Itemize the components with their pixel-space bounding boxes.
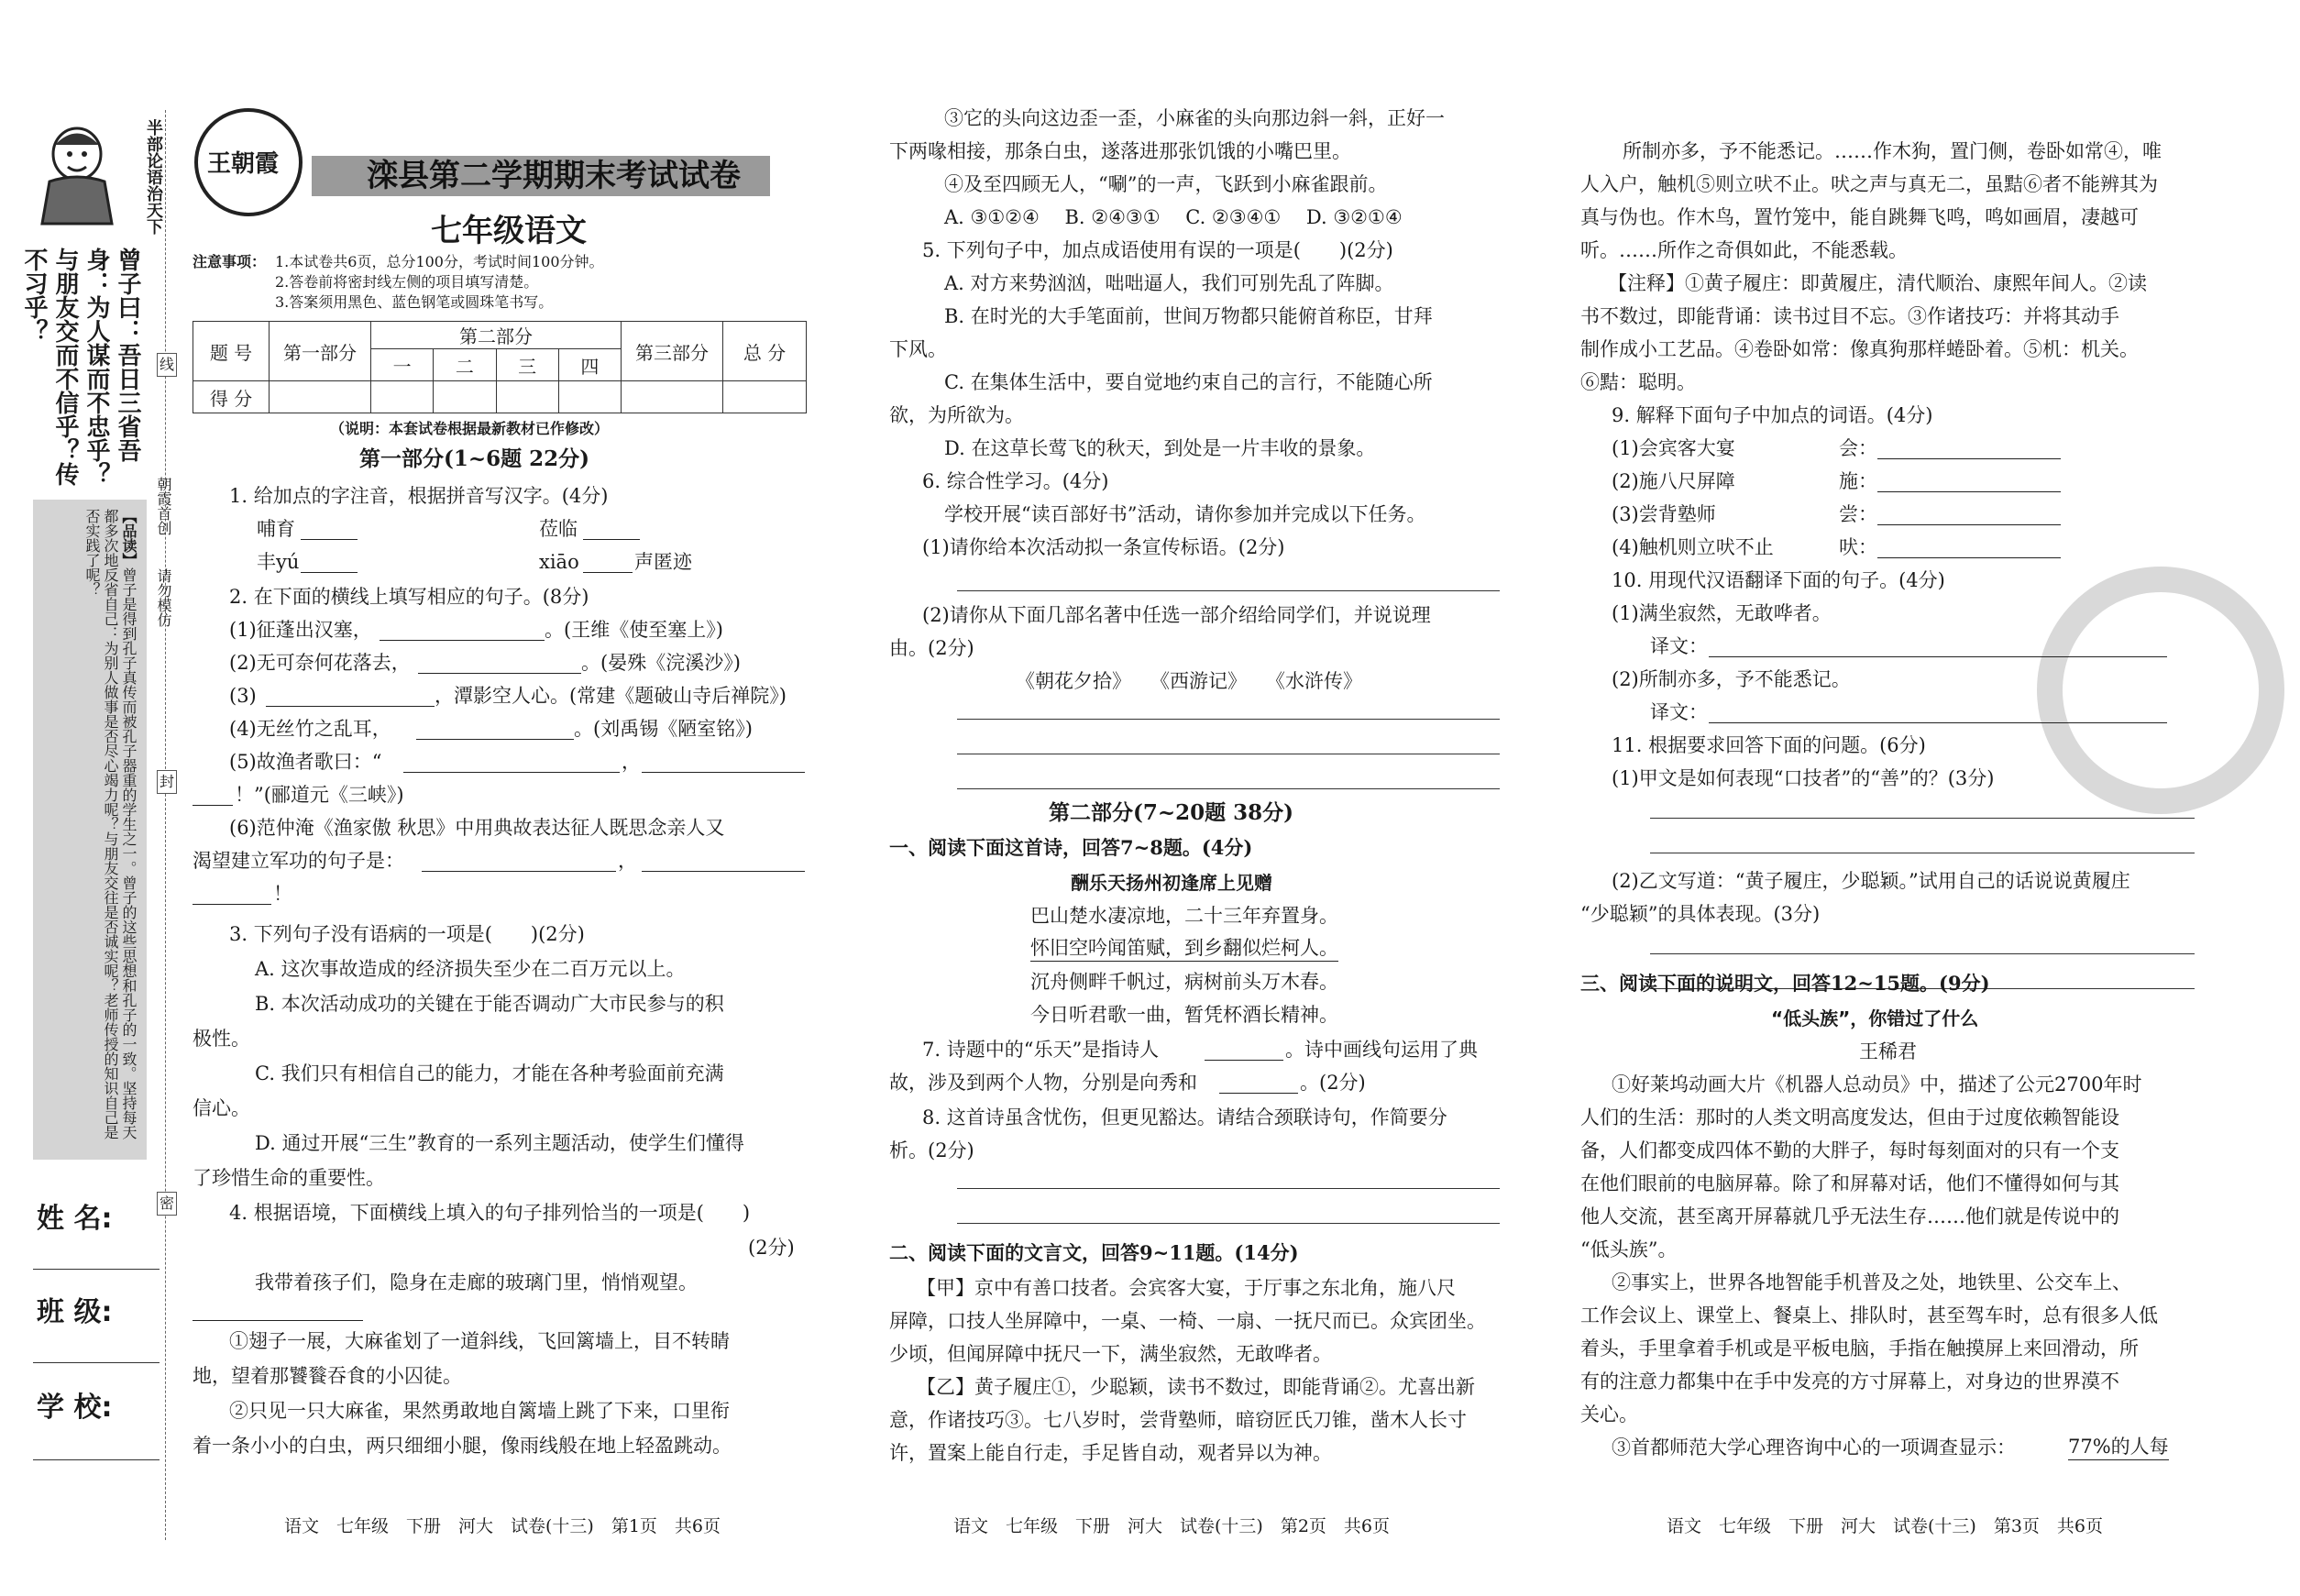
logo-badge xyxy=(194,108,303,216)
text-jia-1: 【甲】京中有善口技者。会宾客大宴，于厅事之东北角，施八尺 xyxy=(917,1277,1456,1299)
q7-c: 故，涉及到两个人物，分别是向秀和 xyxy=(889,1072,1197,1094)
notes-3: 制作成小工艺品。④卷卧如常：像真狗那样蜷卧着。⑤机：机关。 xyxy=(1580,338,2139,360)
q1-word-2: 莅临 xyxy=(539,518,578,540)
footer-page-2: 语文 七年级 下册 河大 试卷(十三) 第2页 共6页 xyxy=(953,1516,1391,1536)
p3-l1: 人入户，触机⑤则立吠不止。吠之声与真无二，虽黠⑥者不能辨其为 xyxy=(1580,173,2158,195)
binding-line xyxy=(165,110,166,1540)
a-l2: 备，人们都变成四体不勤的大胖子，每时每刻面对的只有一个支 xyxy=(1580,1139,2119,1161)
q3-b: B. 本次活动成功的关键在于能否调动广大市民参与的积 xyxy=(255,993,724,1015)
sidebar-quote: 曾子曰：吾日三省吾身：为人谋而不忠乎？与朋友交而不信乎？传不习乎？ xyxy=(20,248,141,486)
q9-2-label: 施： xyxy=(1839,470,1877,492)
q10-1-label: 译文： xyxy=(1650,635,1708,657)
a-l7: 工作会议上、课堂上、餐桌上、排队时，甚至驾车时，总有很多人低 xyxy=(1580,1304,2158,1326)
score-cell[interactable] xyxy=(496,381,558,413)
watermark-seal-icon xyxy=(2037,567,2284,814)
bind-mark-3: 密 xyxy=(157,1192,177,1216)
q2-3-a: (3) xyxy=(229,685,257,707)
notes-2: 书不数过，即能背诵：读书过目不忘。③作诸技巧：并将其动手 xyxy=(1580,305,2119,327)
q10-2: (2)所制亦多，予不能悉记。 xyxy=(1612,668,1851,690)
text-yi-2: 意，作诸技巧③。七八岁时，尝背塾师，暗窃匠氏刀锥，凿木人长寸 xyxy=(889,1409,1467,1431)
footer-page-1: 语文 七年级 下册 河大 试卷(十三) 第1页 共6页 xyxy=(284,1516,721,1536)
q1-word-5: 声匿迹 xyxy=(634,551,692,573)
q10-1: (1)满坐寂然，无敢哗者。 xyxy=(1612,602,1832,624)
score-sub-1: 一 xyxy=(371,349,434,381)
q1-word-4: xiāo xyxy=(539,551,579,573)
footer-page-3: 语文 七年级 下册 河大 试卷(十三) 第3页 共6页 xyxy=(1667,1516,2104,1536)
q1-blank-4[interactable] xyxy=(583,552,633,573)
q9-3: (3)尝背塾师 xyxy=(1612,503,1716,525)
q3-c: C. 我们只有相信自己的能力，才能在各种考验面前充满 xyxy=(255,1062,724,1084)
q2-5-a: (5)故渔者歌曰：“ xyxy=(229,751,382,773)
q5-a: A. 对方来势汹汹，咄咄逼人，我们可别先乱了阵脚。 xyxy=(944,272,1394,294)
confucius-cartoon-icon xyxy=(33,117,121,226)
p2-l0: ③它的头向这边歪一歪，小麻雀的头向那边斜一斜，正好一 xyxy=(944,107,1445,129)
q2-5-comma: ， xyxy=(622,751,641,773)
a-l6: ②事实上，世界各地智能手机普及之处，地铁里、公交车上、 xyxy=(1612,1271,2131,1293)
score-sub-4: 四 xyxy=(558,349,621,381)
q10-1-blank[interactable] xyxy=(1709,636,2167,657)
q3-d2: 了珍惜生命的重要性。 xyxy=(193,1167,385,1189)
q2-6-comma: ， xyxy=(618,850,637,872)
q1-word-1: 哺育 xyxy=(257,518,295,540)
p2-l3: A. ③①②④ B. ②④③① C. ②③④① D. ③②①④ xyxy=(944,206,1403,228)
p3-l2: 真与伪也。作木鸟，置竹笼中，能自跳舞飞鸣，鸣如画眉，凄越可 xyxy=(1580,206,2139,228)
q9-1: (1)会宾客大宴 xyxy=(1612,437,1735,459)
reading-1-title: 一、阅读下面这首诗，回答7~8题。(4分) xyxy=(889,836,1253,859)
score-cell[interactable] xyxy=(434,381,496,413)
q11-1: (1)甲文是如何表现“口技者”的“善”的？(3分) xyxy=(1612,767,1995,789)
q4-blank[interactable] xyxy=(193,1300,363,1321)
q5-b: B. 在时光的大手笔面前，世间万物都只能俯首称臣，甘拜 xyxy=(944,305,1433,327)
bind-mark-2: 封 xyxy=(157,770,177,794)
score-th-number: 题 号 xyxy=(193,322,270,381)
poem-line-4: 今日听君歌一曲，暂凭杯酒长精神。 xyxy=(1030,1004,1338,1026)
q5-d: D. 在这草长莺飞的秋天，到处是一片丰收的景象。 xyxy=(944,437,1376,459)
q6-intro: 学校开展“读百部好书”活动，请你参加并完成以下任务。 xyxy=(944,503,1426,525)
p2-l1: 下两喙相接，那条白虫，遂落进那张饥饿的小嘴巴里。 xyxy=(889,140,1351,162)
q9-3-blank[interactable] xyxy=(1877,504,2061,525)
q2-3-blank[interactable] xyxy=(266,686,435,707)
q2-1-b: 。(王维《使至塞上》) xyxy=(545,619,723,641)
q9-3-label: 尝： xyxy=(1839,503,1877,525)
q2-6-blank-2[interactable] xyxy=(642,851,805,872)
q2-5-blank-3[interactable] xyxy=(193,785,233,806)
q2-6-blank-1[interactable] xyxy=(422,851,616,872)
q6-2b: 由。(2分) xyxy=(889,637,974,659)
q6-1-answer-line[interactable] xyxy=(957,590,1500,591)
a-l10: 关心。 xyxy=(1580,1403,1638,1425)
q3-c2: 信心。 xyxy=(193,1097,250,1119)
q3: 3. 下列句子没有语病的一项是( )(2分) xyxy=(229,923,585,945)
p3-l0: 所制亦多，予不能悉记。……作木狗，置门侧，卷卧如常④，唯 xyxy=(1623,140,2162,162)
poem-line-3: 沉舟侧畔千帆过，病树前头万木春。 xyxy=(1030,971,1338,993)
q6-books: 《朝花夕拾》 《西游记》 《水浒传》 xyxy=(1016,670,1362,692)
article-author: 王稀君 xyxy=(1859,1040,1917,1062)
q3-d: D. 通过开展“三生”教育的一系列主题活动，使学生们懂得 xyxy=(255,1132,744,1154)
score-cell[interactable] xyxy=(558,381,621,413)
a-l11-underlined: 77%的人每 xyxy=(2068,1434,2169,1460)
q3-a: A. 这次事故造成的经济损失至少在二百万元以上。 xyxy=(255,958,686,980)
q1-blank-1[interactable] xyxy=(301,519,358,540)
score-sub-2: 二 xyxy=(434,349,496,381)
q2-3-b: ，潭影空人心。(常建《题破山寺后禅院》) xyxy=(435,685,787,707)
a-l1: 人们的生活：那时的人类文明高度发达，但由于过度依赖智能设 xyxy=(1580,1106,2119,1128)
q11-2-line-1[interactable] xyxy=(1650,953,2195,954)
q4-points: (2分) xyxy=(748,1237,795,1259)
q2-4-a: (4)无丝竹之乱耳， xyxy=(229,718,391,740)
score-th-total: 总 分 xyxy=(723,322,807,381)
q6-2-answer-line-1[interactable] xyxy=(957,719,1500,720)
score-cell[interactable] xyxy=(723,381,807,413)
sidebar-banner: 半部论语治天下 xyxy=(144,119,163,235)
comment-text: 曾子是得到孔子真传而被孔子器重的学生之一。曾子的这些思想和孔子的一致。坚持每天都多次地反省自己：为别人做事是否尽心竭力呢？与朋友交往是否诚实呢？老师传授的知识自己是否实践了呢？ xyxy=(83,509,138,1139)
reading-3-title: 三、阅读下面的说明文，回答12~15题。(9分) xyxy=(1580,972,1990,995)
strip-text-1: 朝霞首创 xyxy=(155,477,172,535)
q9: 9. 解释下面句子中加点的词语。(4分) xyxy=(1612,404,1933,426)
a-l4: 他人交流，甚至离开屏幕就几乎无法生存……他们就是传说中的 xyxy=(1580,1205,2119,1227)
a-l0: ①好莱坞动画大片《机器人总动员》中，描述了公元2700年时 xyxy=(1612,1073,2142,1095)
q10-2-label: 译文： xyxy=(1650,701,1708,723)
section-1-title: 第一部分(1~6题 22分) xyxy=(359,446,590,471)
note-1: 1.本试卷共6页，总分100分，考试时间100分钟。 xyxy=(275,253,604,270)
q5: 5. 下列句子中，加点成语使用有误的一项是( )(2分) xyxy=(922,239,1393,261)
q2-6-blank-3[interactable] xyxy=(193,884,271,905)
q6-1: (1)请你给本次活动拟一条宣传标语。(2分) xyxy=(922,536,1285,558)
q11-2b: “少聪颖”的具体表现。(3分) xyxy=(1580,903,1821,925)
q2-4-blank[interactable] xyxy=(416,719,574,740)
a-l3: 在他们眼前的电脑屏幕。除了和屏幕对话，他们不懂得如何与其 xyxy=(1580,1172,2119,1194)
q9-4-blank[interactable] xyxy=(1877,537,2061,558)
notes-1: 【注释】①黄子履庄：即黄履庄，清代顺治、康熙年间人。②读 xyxy=(1608,272,2147,294)
q11-1-line-1[interactable] xyxy=(1650,818,2195,819)
reading-2-title: 二、阅读下面的文言文，回答9~11题。(14分) xyxy=(889,1241,1299,1264)
q2-6-b: 渴望建立军功的句子是： xyxy=(193,850,404,872)
q1-blank-3[interactable] xyxy=(301,552,358,573)
school-label: 学 校: xyxy=(37,1392,113,1424)
text-yi-1: 【乙】黄子履庄①，少聪颖，读书不数过，即能背诵②。尤喜出新 xyxy=(917,1376,1475,1398)
class-field[interactable] xyxy=(33,1362,160,1363)
score-cell[interactable] xyxy=(371,381,434,413)
q9-2-blank[interactable] xyxy=(1877,471,2061,492)
q2-6-end: ！ xyxy=(273,883,292,905)
score-cell[interactable] xyxy=(270,381,371,413)
a-l9: 有的注意力都集中在手中发亮的方寸屏幕上，对身边的世界漠不 xyxy=(1580,1370,2119,1392)
remark: （说明：本套试卷根据最新教材已作修改） xyxy=(330,420,610,437)
q6-2: (2)请你从下面几部名著中任选一部介绍给同学们，并说说理 xyxy=(922,604,1431,626)
q11: 11. 根据要求回答下面的问题。(6分) xyxy=(1612,734,1926,756)
q1-word-3: 丰yú xyxy=(257,551,300,573)
p2-l2: ④及至四顾无人，“唰”的一声，飞跃到小麻雀跟前。 xyxy=(944,173,1388,195)
q9-1-label: 会： xyxy=(1839,437,1877,459)
q6: 6. 综合性学习。(4分) xyxy=(922,470,1109,492)
q1: 1. 给加点的字注音，根据拼音写汉字。(4分) xyxy=(229,485,609,507)
score-th-part1: 第一部分 xyxy=(270,322,371,381)
q5-b2: 下风。 xyxy=(889,338,947,360)
score-th-part2: 第二部分 xyxy=(371,322,622,349)
exam-title: 滦县第二学期期末考试试卷 xyxy=(367,158,741,194)
q11-2: (2)乙文写道：“黄子履庄，少聪颖。”试用自己的话说说黄履庄 xyxy=(1612,870,2130,892)
q10-2-blank[interactable] xyxy=(1709,702,2167,723)
class-label: 班 级: xyxy=(37,1296,113,1328)
article-title: “低头族”，你错过了什么 xyxy=(1771,1007,1979,1029)
sidebar-comment xyxy=(42,509,138,1150)
q7-a: 7. 诗题中的“乐天”是指诗人 xyxy=(922,1039,1160,1061)
q2-2-a: (2)无可奈何花落去， xyxy=(229,652,411,674)
q8-answer-line-2[interactable] xyxy=(957,1223,1500,1224)
q4-s1: ①翅子一展，大麻雀划了一道斜线，飞回篱墙上，目不转睛 xyxy=(229,1330,730,1352)
text-jia-2: 屏障，口技人坐屏障中，一桌、一椅、一扇、一抚尺而已。众宾团坐。 xyxy=(889,1310,1486,1332)
poem-title: 酬乐天扬州初逢席上见赠 xyxy=(1071,872,1272,894)
bind-mark-1: 线 xyxy=(157,353,177,377)
notes-4: ⑥黠：聪明。 xyxy=(1580,371,1696,393)
q10: 10. 用现代汉语翻译下面的句子。(4分) xyxy=(1612,569,1945,591)
q2-2-blank[interactable] xyxy=(418,653,581,674)
q2-5-blank-1[interactable] xyxy=(403,752,620,773)
exam-subtitle: 七年级语文 xyxy=(431,213,587,249)
score-cell[interactable] xyxy=(622,381,723,413)
q8: 8. 这首诗虽含忧伤，但更见豁达。请结合颈联诗句，作简要分 xyxy=(922,1106,1447,1128)
notes-label: 注意事项： xyxy=(193,253,267,270)
q9-4: (4)触机则立吠不止 xyxy=(1612,536,1774,558)
q2-1-blank[interactable] xyxy=(380,620,545,641)
a-l8: 着头，手里拿着手机或是平板电脑，手指在触摸屏上来回滑动，所 xyxy=(1580,1337,2139,1359)
a-l11: ③首都师范大学心理咨询中心的一项调查显示： xyxy=(1612,1436,2016,1458)
q2-5-b: ！”(郦道元《三峡》) xyxy=(235,784,404,806)
q4-context: 我带着孩子们，隐身在走廊的玻璃门里，悄悄观望。 xyxy=(255,1271,698,1293)
q9-4-label: 吠： xyxy=(1839,536,1877,558)
note-3: 3.答案须用黑色、蓝色钢笔或圆珠笔书写。 xyxy=(275,293,554,311)
score-table xyxy=(193,321,807,413)
a-l5: “低头族”。 xyxy=(1580,1238,1678,1260)
name-field[interactable] xyxy=(33,1269,160,1270)
q5-c: C. 在集体生活中，要自觉地约束自己的言行，不能随心所 xyxy=(944,371,1433,393)
name-label: 姓 名: xyxy=(37,1203,113,1235)
q7-d: 。(2分) xyxy=(1300,1072,1366,1094)
score-sub-3: 三 xyxy=(496,349,558,381)
q9-1-blank[interactable] xyxy=(1877,438,2061,459)
q7-b: 。诗中画线句运用了典 xyxy=(1285,1039,1478,1061)
score-th-part3: 第三部分 xyxy=(622,322,723,381)
text-yi-3: 许，置案上能自行走，手足皆自动，观者异以为神。 xyxy=(889,1442,1332,1464)
q7-blank-1[interactable] xyxy=(1205,1040,1283,1061)
q2: 2. 在下面的横线上填写相应的句子。(8分) xyxy=(229,586,589,608)
q2-5-blank-2[interactable] xyxy=(642,752,805,773)
q4: 4. 根据语境，下面横线上填入的句子排列恰当的一项是( ) xyxy=(229,1202,751,1224)
q2-6-a: (6)范仲淹《渔家傲 秋思》中用典故表达征人既思念亲人又 xyxy=(229,817,725,839)
q7-blank-2[interactable] xyxy=(1219,1073,1298,1094)
comment-label: 【品读】 xyxy=(120,509,138,567)
q8-answer-line-1[interactable] xyxy=(957,1188,1500,1189)
q8-b: 析。(2分) xyxy=(889,1139,974,1161)
strip-text-2: 请勿模仿 xyxy=(155,568,172,627)
q3-b2: 极性。 xyxy=(193,1028,250,1050)
q2-2-b: 。(晏殊《浣溪沙》) xyxy=(581,652,741,674)
poem-line-2: 怀旧空吟闻笛赋，到乡翻似烂柯人。 xyxy=(1030,935,1338,962)
q2-1-a: (1)征蓬出汉塞， xyxy=(229,619,372,641)
poem-line-1: 巴山楚水凄凉地，二十三年弃置身。 xyxy=(1030,905,1338,927)
q4-s2b: 着一条小小的白虫，两只细细小腿，像雨线般在地上轻盈跳动。 xyxy=(193,1435,732,1457)
note-2: 2.答卷前将密封线左侧的项目填写清楚。 xyxy=(275,273,539,291)
q1-blank-2[interactable] xyxy=(583,519,640,540)
q6-2-answer-line-3[interactable] xyxy=(957,788,1500,789)
text-jia-3: 少顷，但闻屏障中抚尺一下，满坐寂然，无敢哗者。 xyxy=(889,1343,1332,1365)
q2-4-b: 。(刘禹锡《陋室铭》) xyxy=(574,718,753,740)
p3-l3: 听。……所作之奇俱如此，不能悉载。 xyxy=(1580,239,1908,261)
school-field[interactable] xyxy=(33,1459,160,1460)
q9-2: (2)施八尺屏障 xyxy=(1612,470,1735,492)
logo-text: 王朝霞 xyxy=(207,150,280,178)
section-2-title: 第二部分(7~20题 38分) xyxy=(1049,800,1294,825)
q5-c2: 欲，为所欲为。 xyxy=(889,404,1024,426)
score-row-label: 得 分 xyxy=(193,381,270,413)
q4-s1b: 地，望着那饕餮吞食的小囚徒。 xyxy=(193,1365,462,1387)
q4-s2: ②只见一只大麻雀，果然勇敢地自篱墙上跳了下来，口里衔 xyxy=(229,1400,730,1422)
